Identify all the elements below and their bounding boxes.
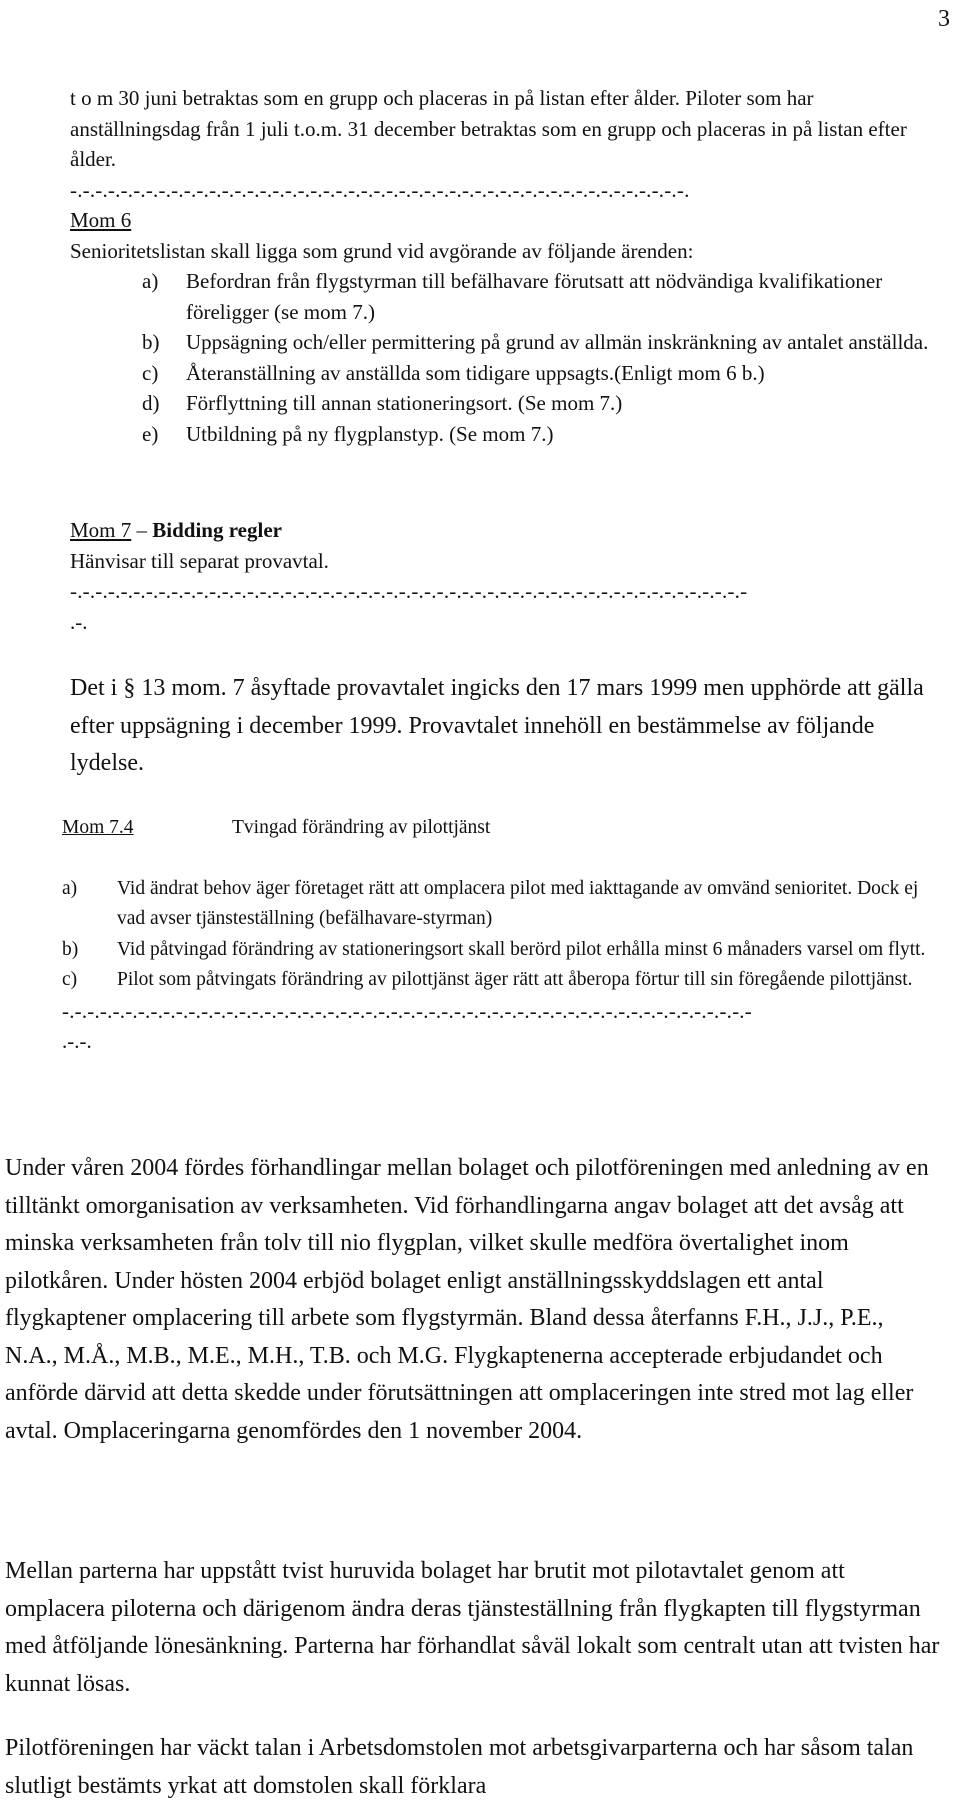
mom6-item-d: d) Förflyttning till annan stationeringsort. (Se mom 7.)	[142, 391, 623, 415]
mom7-heading: Mom 7	[70, 518, 132, 542]
mom6-list	[70, 266, 938, 449]
separator-3-line1: -.-.-.-.-.-.-.-.-.-.-.-.-.-.-.-.-.-.-.-.-.-.-.-.-.-.-.-.-.-.-.-.-.-.-.-.-.-.-.-.-.-.-.-.-.-.-.-.-.-.-.-.-.-.-	[62, 998, 752, 1023]
paragraph-2	[5, 1150, 940, 1450]
paragraph-2-text: Under våren 2004 fördes förhandlingar mellan bolaget och pilotföreningen med anledning av en tilltänkt omorganisation av verksamheten. Vid förhandlingarna angav bolaget att det avsåg att minska verksamheten från tolv till nio flygplan, vilket skulle medföra övertalighet inom pilotkåren. Under hösten 2004 erbjöd bolaget enligt anställningsskyddslagen ett antal flygkaptener omplacering till arbete som flygstyrmän. Bland dessa återfanns F.H., J.J., P.E., N.A., M.Å., M.B., M.E., M.H., T.B. och M.G. Flygkaptenerna accepterade erbjudandet och anförde därvid att detta skedde under förutsättningen att omplaceringen inte stred mot lag eller avtal. Omplaceringarna genomfördes den 1 november 2004.	[5, 1155, 929, 1444]
top-text: t o m 30 juni betraktas som en grupp och placeras in på listan efter ålder. Piloter som har anställningsdag från 1 juli t.o.m. 31 december betraktas som en grupp och placeras in på listan efter ålder.	[70, 86, 907, 171]
mom74-section	[62, 813, 938, 1057]
mom74-item-a: a) Vid ändrat behov äger företaget rätt att omplacera pilot med iakttagande av omvänd senioritet. Dock ej vad avser tjänsteställning (befälhavare-styrman)	[62, 877, 919, 929]
separator-2-line2: .-.	[70, 609, 88, 634]
mom7-section	[70, 515, 938, 637]
page-number: 3	[938, 6, 950, 32]
mom74-item-c: c) Pilot som påtvingats förändring av pilottjänst äger rätt att åberopa förtur till sin föregående pilottjänst.	[62, 969, 913, 990]
mom7-dash: –	[131, 518, 153, 542]
separator-3-line2: .-.-.	[62, 1029, 92, 1053]
mom6-intro: Senioritetslistan skall ligga som grund vid avgörande av följande ärenden:	[70, 238, 694, 263]
paragraph-3-text: Mellan parterna har uppstått tvist huruvida bolaget har brutit mot pilotavtalet genom att omplacera piloterna och därigenom ändra deras tjänsteställning från flygkapten till flygstyrman med åtföljande lönesänkning. Parterna har förhandlat såväl lokalt som centralt utan att tvisten har kunnat lösas.	[5, 1558, 940, 1697]
mom6-item-a: a) Befordran från flygstyrman till befälhavare förutsatt att nödvändiga kvalifikationer föreligger (se mom 7.)	[142, 269, 883, 324]
mom7-heading-line	[70, 515, 938, 546]
paragraph-1	[70, 670, 938, 783]
mom74-title: Tvingad förändring av pilottjänst	[232, 817, 491, 838]
paragraph-1-text: Det i § 13 mom. 7 åsyftade provavtalet ingicks den 17 mars 1999 men upphörde att gälla efter uppsägning i december 1999. Provavtalet innehöll en bestämmelse av följande lydelse.	[70, 675, 924, 776]
mom6-heading: Mom 6	[70, 208, 132, 232]
paragraph-4	[5, 1730, 940, 1805]
mom74-item-b: b) Vid påtvingad förändring av stationeringsort skall berörd pilot erhålla minst 6 månaders varsel om flytt.	[62, 938, 926, 960]
mom6-item-b: b) Uppsägning och/eller permittering på grund av allmän inskränkning av antalet anställda.	[142, 330, 929, 354]
mom6-item-c: c) Återanställning av anställda som tidigare uppsagts.(Enligt mom 6 b.)	[142, 360, 765, 385]
paragraph-4-text: Pilotföreningen har väckt talan i Arbetsdomstolen mot arbetsgivarparterna och har såsom talan slutligt bestämts yrkat att domstolen skall förklara	[5, 1735, 914, 1799]
mom7-text: Hänvisar till separat provavtal.	[70, 548, 329, 573]
top-section	[70, 83, 938, 449]
mom74-heading-line	[62, 813, 938, 844]
mom7-title: Bidding regler	[152, 518, 282, 542]
mom6-item-e: e) Utbildning på ny flygplanstyp. (Se mom 7.)	[142, 421, 554, 446]
separator-2-line1: -.-.-.-.-.-.-.-.-.-.-.-.-.-.-.-.-.-.-.-.-.-.-.-.-.-.-.-.-.-.-.-.-.-.-.-.-.-.-.-.-.-.-.-.-.-.-.-.-.-.-.-.-.-	[70, 579, 748, 603]
paragraph-3	[5, 1553, 940, 1703]
mom74-heading: Mom 7.4	[62, 817, 134, 838]
separator-1: -.-.-.-.-.-.-.-.-.-.-.-.-.-.-.-.-.-.-.-.-.-.-.-.-.-.-.-.-.-.-.-.-.-.-.-.-.-.-.-.-.-.-.-.-.-.-.-.-.	[70, 177, 690, 202]
